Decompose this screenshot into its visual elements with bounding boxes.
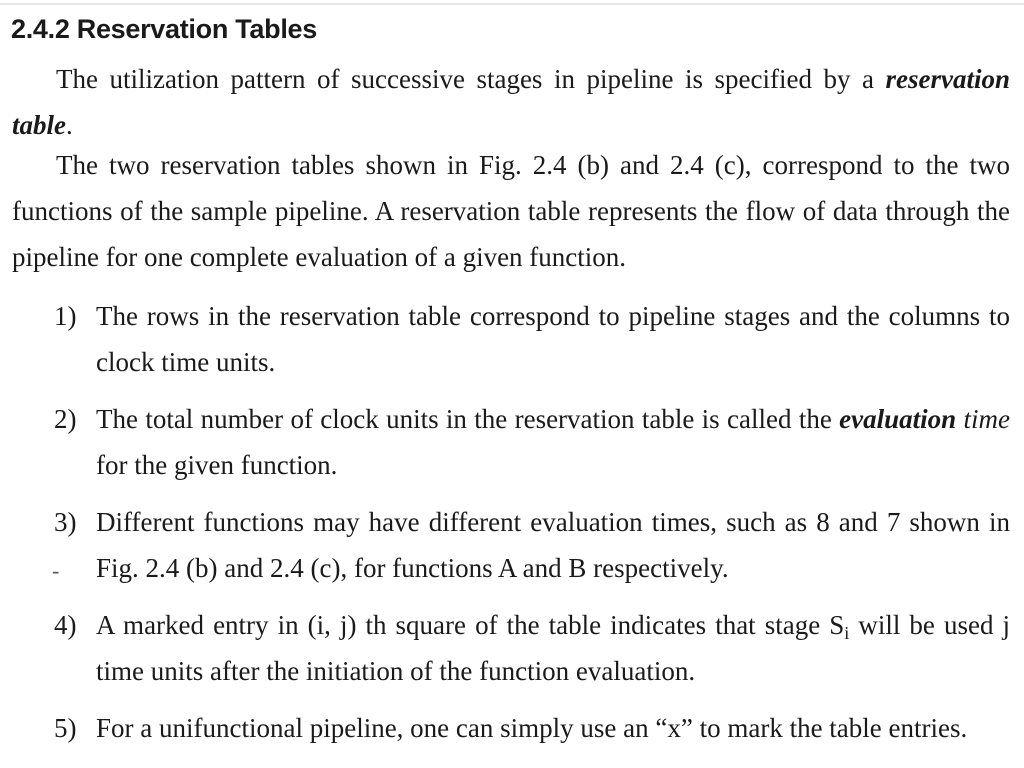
list-item-text-segment: will be used j time units after the initiation of the function evaluation.	[96, 610, 1011, 686]
term-reservation-table: reservation table	[12, 64, 1010, 140]
list-item-text-segment: The total number of clock units in the reservation table is called the	[96, 404, 840, 434]
list-item-number: 1)	[54, 301, 77, 331]
term-time: time	[963, 404, 1011, 434]
list-item-text: The rows in the reservation table correspond to pipeline stages and the columns to clock time units.	[96, 301, 1010, 377]
list-item-text: Different functions may have different evaluation times, such as 8 and 7 shown in Fig. 2.4 (b) and 2.4 (c), for functions A and B respectively.	[96, 507, 1010, 583]
paragraph-text: .	[66, 110, 73, 140]
top-rule	[0, 3, 1024, 5]
list-item-number: 4)	[54, 610, 77, 640]
list-item-text	[96, 396, 1010, 488]
list-item-text-segment: for the given function.	[96, 450, 338, 480]
stray-margin-mark: -	[52, 558, 60, 583]
stage-subscript: i	[844, 623, 850, 643]
paragraph-text: The utilization pattern of successive stages in pipeline is specified by a	[56, 64, 886, 94]
paragraph-two-tables	[12, 142, 1010, 280]
list-item-text	[96, 602, 1010, 694]
list-item-number: 3)	[54, 507, 77, 537]
list-item-number: 5)	[54, 713, 77, 743]
paragraph-text: The two reservation tables shown in Fig. 2.4 (b) and 2.4 (c), correspond to the two functions of the sample pipeline. A reservation table represents the flow of data through the pipeline for one complete evaluation of a given function.	[12, 150, 1010, 272]
section-heading: 2.4.2 Reservation Tables	[11, 14, 317, 44]
list-item-text-segment: A marked entry in (i, j) th square of the table indicates that stage S	[96, 610, 845, 640]
list-item-number: 2)	[54, 404, 77, 434]
term-evaluation: evaluation	[839, 404, 957, 434]
paragraph-reservation-table-definition	[12, 56, 1010, 148]
list-item-text: For a unifunctional pipeline, one can simply use an “x” to mark the table entries.	[96, 713, 968, 743]
